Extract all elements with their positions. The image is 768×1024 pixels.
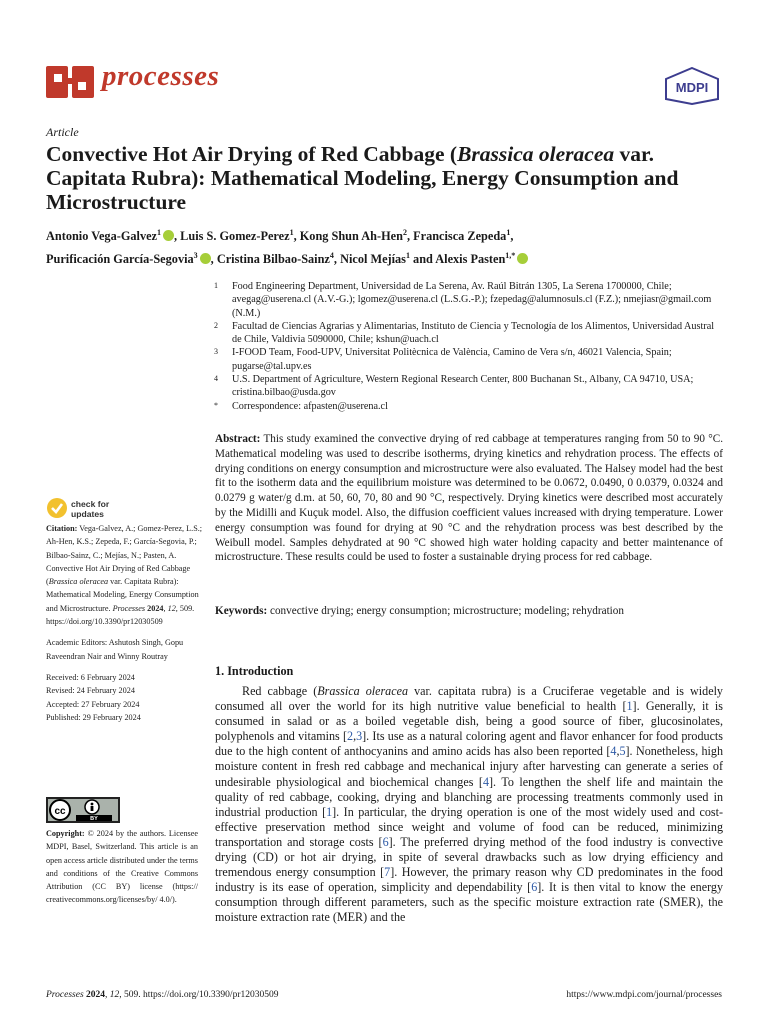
copyright-label: Copyright: [46, 829, 85, 838]
date-received: Received: 6 February 2024 [46, 672, 135, 682]
orcid-icon[interactable] [200, 253, 211, 264]
orcid-icon[interactable] [517, 253, 528, 264]
title-species: Brassica oleracea [457, 142, 615, 166]
affiliation-item [214, 280, 726, 320]
citation-doi[interactable]: , 509. https://doi.org/10.3390/pr12030509 [46, 603, 195, 627]
citation-text: Vega-Galvez, A.; Gomez-Perez, L.S.; Ah-Hen, K.S.; Zepeda, F.; García-Segovia, P.; Bilbao-Sainz, C.; Mejías, N.; Pasten, A. Convective Hot Air Drying of Red Cabbage ( [46, 524, 203, 587]
affiliation-number: * [214, 400, 218, 410]
author[interactable] [435, 252, 528, 266]
author-name: Cristina Bilbao-Sainz [216, 252, 330, 267]
check-for-updates-icon[interactable] [46, 497, 68, 519]
citation-year: 2024 [147, 603, 164, 613]
author-name: Nicol Mejías [340, 252, 406, 267]
footer-doi: , 509. https://doi.org/10.3390/pr12030509 [119, 990, 279, 1000]
author-affiliation-marker: 3 [193, 251, 198, 261]
footer-journal-url[interactable]: https://www.mdpi.com/journal/processes [566, 990, 722, 1000]
introduction-paragraph: Red cabbage (Brassica oleracea var. capitata rubra) is a Cruciferae vegetable and is widely consumed all over the world for its high nutritive value beneficial to health [1]. Generally, it is consumed in salad or as a boiled vegetable dish, being a good source of fiber, glucosinolates, polyphenols and vitamins [2,3]. Its use as a natural coloring agent and flavor enhancer for food products due to the high content of anthocyanins and amino acids has also been reported [4,5]. Nonetheless, high moisture content in fresh red cabbage and mechanical injury after harvesting can generate a series of undesirable physiological and biochemical changes [4]. To lengthen the shelf life and maintain the quality of red cabbage, cooking, drying and blanching are processing treatments commonly used in industrial production [1]. In particular, the drying operation is one of the most widely used and cost-effective preservation method since weight and volume of food can be reduced, minimizing transportation and storage costs [6]. The preferred drying method of the food industry is convective drying (CD) or hot air drying, in spite of several drawbacks such as low drying efficiency and tremendous energy consumption [7]. However, the primary reason why CD predominates in the food industry is its ease of operation, simplicity and dependability [6]. It is then vital to know the energy consumption through different parameters, such as the specific moisture extraction rate (SMER), the moisture extraction rate (MER) and the [215, 684, 724, 925]
author-affiliation-marker: 1 [506, 228, 511, 237]
author-name: Kong Shun Ah-Hen [299, 229, 403, 244]
author[interactable] [180, 229, 293, 243]
affiliation-text: Food Engineering Department, Universidad de La Serena, Av. Raúl Bitrán 1305, La Serena 1700000, Chile; avegag@userena.cl (A.V.-G.); lgomez@userena.cl (L.S.G.-P.); fzepedag@alumnosuls.cl (F.Z.); nmejiasr@gmail.com (N.M.) [232, 281, 712, 319]
footer-year: 2024 [86, 990, 106, 1000]
title-part: var. Capitata Rubra): Mathematical Modeling, Energy Consumption and Microstructure [46, 142, 679, 214]
footer-journal: Processes [46, 990, 84, 1000]
author[interactable] [413, 229, 510, 243]
citation-journal: Processes [112, 603, 146, 613]
author[interactable] [46, 252, 211, 266]
author-name: Purificación García-Segovia [46, 252, 194, 267]
author[interactable] [46, 229, 174, 243]
affiliation-item [214, 373, 726, 400]
citation-text: var. Capitata Rubra): Mathematical Modeling, Energy Consumption and Microstructure. [46, 577, 199, 613]
citation-label: Citation: [46, 524, 78, 533]
author-affiliation-marker: 1 [157, 228, 162, 237]
journal-logo-icon [46, 64, 94, 100]
affiliation-number: 2 [214, 320, 218, 330]
date-revised: Revised: 24 February 2024 [46, 686, 135, 696]
orcid-icon[interactable] [163, 230, 174, 241]
author[interactable] [340, 252, 410, 266]
affiliation-text: U.S. Department of Agriculture, Western Regional Research Center, 800 Buchanan St., Albany, CA 94710, USA; cristina.bilbao@usda.gov [232, 374, 694, 399]
copyright-text: © 2024 by the authors. Licensee MDPI, Basel, Switzerland. This article is an open access article distributed under the terms and conditions of the Creative Commons Attribution (CC BY) license (https:// creativecommons.org/licenses/by/ 4.0/). [46, 829, 199, 905]
journal-name[interactable]: processes [102, 60, 220, 92]
date-accepted: Accepted: 27 February 2024 [46, 699, 140, 709]
footer-volume: 12 [109, 990, 120, 1000]
abstract-text: This study examined the convective drying of red cabbage at temperatures ranging from 50 to 90 °C. Mathematical modeling was used to describe isotherms, drying kinetics and rehydration process. The effects of drying conditions on energy consumption and microstructure were also evaluated. The Halsey model had the best fit to the isotherm data and the equilibrium moisture was determined to be 0.0672, 0.0490, 0 0.0379, 0.0324 and 0.0279 g water/g d.m. at 50, 60, 70, 80 and 90 °C, respectively. Drying kinetics were described most accurately by the Midilli and Kuçuk model. Also, the diffusion coefficient values increased with drying temperature. Lower energy consumption was found for drying at 90 °C and the rehydration process was best described by the Weibull model. Samples dehydrated at 90 °C showed high water holding capacity and better maintenance of microstructure. These results could be used to foster a sustainable drying process for red cabbage. [215, 433, 723, 564]
affiliation-text: Facultad de Ciencias Agrarias y Alimentarias, Instituto de Ciencia y Tecnología de los Alimentos, Universidad Austral de Chile, Valdivia 5090000, Chile; kshun@uach.cl [232, 320, 715, 346]
citation: Citation: Vega-Galvez, A.; Gomez-Perez, L.S.; Ah-Hen, K.S.; Zepeda, F.; García-Segovia, P.; Bilbao-Sainz, C.; Mejías, N.; Pasten, A. Convective Hot Air Drying of Red Cabbage (Brassica oleracea var. Capitata Rubra): Mathematical Modeling, Energy Consumption and Microstructure. Processes 2024, 12, 509. https://doi.org/10.3390/pr12030509 [46, 524, 203, 627]
affiliation-number: 1 [214, 281, 218, 290]
author-affiliation-marker: 1 [289, 228, 294, 237]
affiliation-text: I-FOOD Team, Food-UPV, Universitat Politècnica de València, Camino de Vera s/n, 46021 Valencia, Spain; pugarse@tal.upv.es [232, 347, 672, 372]
author[interactable] [300, 229, 407, 243]
affiliation-item [214, 320, 726, 347]
date-published: Published: 29 February 2024 [46, 712, 141, 722]
by-label: BY [90, 816, 98, 822]
keywords [215, 604, 723, 619]
author-name: Luis S. Gomez-Perez [180, 229, 290, 244]
author-list: Antonio Vega-Galvez$^1$ , Luis S. Gomez-Perez$^1$, Kong Shun Ah-Hen$^2$, Francisca Zepeda$^1$, Purificación García-Segovia$^3$ , Cristina Bilbao-Sainz$^4$, Nicol Mejías$^1$ and Alexis Pasten$^{1,*}$ [46, 223, 726, 269]
citation-species: Brassica oleracea [48, 577, 109, 587]
affiliations [214, 280, 726, 413]
author-affiliation-marker: 4 [329, 251, 334, 261]
sidebar [46, 522, 206, 734]
author-name: Antonio Vega-Galvez [46, 229, 158, 244]
affiliation-item [214, 346, 726, 373]
cc-by-license-icon[interactable] [46, 797, 120, 823]
author-name: Francisca Zepeda [413, 229, 507, 244]
copyright-notice [46, 827, 198, 907]
author-name: Alexis Pasten [435, 252, 506, 267]
author-affiliation-marker: 1 [405, 251, 410, 261]
author-affiliation-marker: 1,* [505, 251, 516, 261]
abstract [215, 432, 723, 565]
author-affiliation-marker: 2 [402, 228, 407, 237]
publisher-name: MDPI [675, 80, 709, 95]
section-heading: 1. Introduction [215, 664, 294, 678]
keywords-text: convective drying; energy consumption; microstructure; modeling; rehydration [270, 605, 624, 617]
citation-volume: 12 [167, 603, 176, 613]
affiliation-item [214, 400, 726, 413]
keywords-label: Keywords: [215, 605, 268, 617]
check-line: check for [71, 499, 110, 509]
article-type: Article [46, 125, 79, 139]
affiliation-number: 4 [214, 374, 218, 384]
author[interactable] [217, 252, 334, 266]
abstract-label: Abstract: [215, 433, 261, 445]
academic-editors: Academic Editors: Ashutosh Singh, Gopu Raveendran Nair and Winny Routray [46, 638, 184, 661]
affiliation-number: 3 [214, 347, 218, 357]
footer-citation[interactable]: Processes 2024, 12, 509. https://doi.org/10.3390/pr12030509 [46, 990, 279, 1000]
check-for-updates-button[interactable] [71, 499, 109, 519]
title-part: Convective Hot Air Drying of Red Cabbage ( [46, 142, 458, 166]
check-line: updates [71, 509, 104, 519]
cc-label: cc [54, 806, 66, 817]
dates [46, 671, 206, 724]
affiliation-text: Correspondence: afpasten@userena.cl [232, 400, 388, 412]
article-title [46, 142, 726, 214]
